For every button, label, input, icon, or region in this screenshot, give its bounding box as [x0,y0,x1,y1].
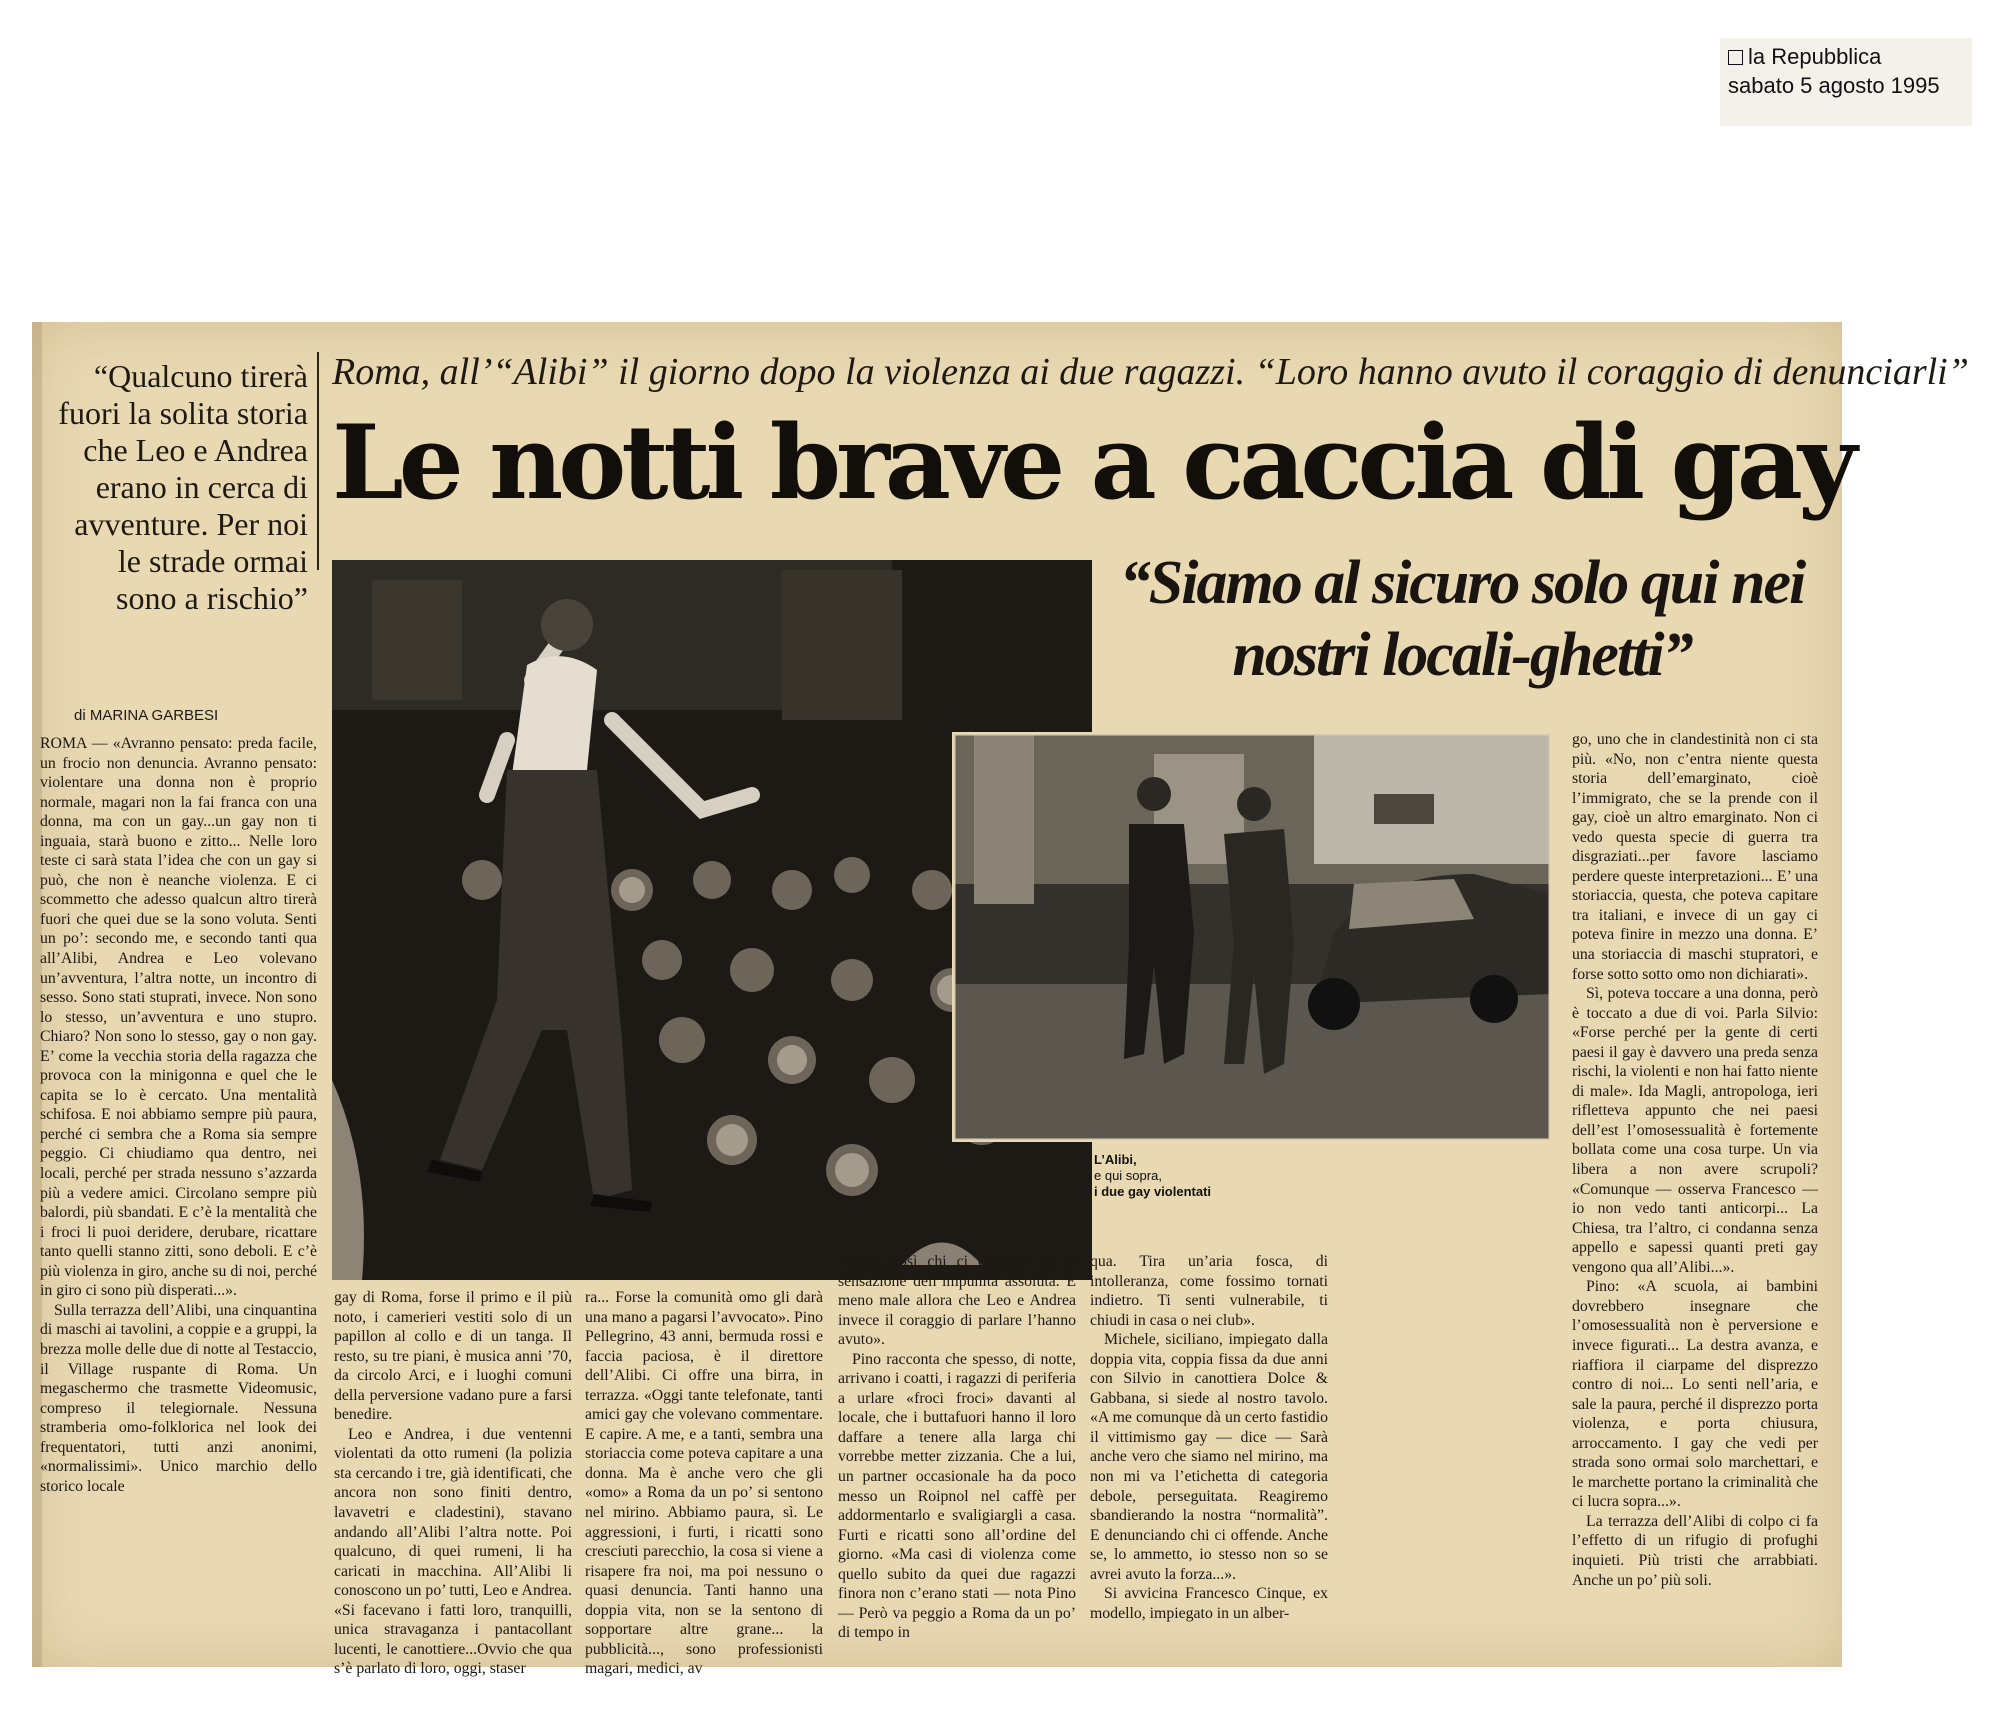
paragraph: go, uno che in clandestinità non ci sta più. «No, non c’entra niente questa storia dell’emarginato, cioè l’immigrato, che se la prende con il gay, cioè un altro emarginato. Non ci vedo questa specie di guerra tra disgraziati...per favore lasciamo perdere queste interpretazioni... E’ una storiaccia, questa, che poteva capitare tra italiani, e invece di un gay ci poteva finire in mezzo una donna. E’ una storiaccia di maschi stupratori, e forse sotto sotto omo non dichiarati». [1572,731,1818,983]
byline [74,707,218,724]
byline-author: MARINA GARBESI [89,707,219,724]
paragraph: Pino: «A scuola, ai bambini dovrebbero insegnare che l’omosessualità non è perversione e invece figurati... La destra avanza, e riaffiora il ciarpame del disprezzo contro di noi... Lo senti nell’aria, e sale la paura, perché il disprezzo porta violenza, e porta chiusura, arroccamento. I gay che vedi per strada sono ormai solo marchettari, e le marchette portano la criminalità che ci lucra sopra...». [1572,1278,1818,1511]
caption-line-2: e qui sopra, [1094,1168,1162,1183]
paragraph: Pino racconta che spesso, di notte, arrivano i coatti, i ragazzi di periferia a urlare «froci froci» davanti al locale, che i buttafuori hanno il loro daffare a tenere alla larga chi vorrebbe metter zizzania. Che a lui, un partner occasionale ha da poco messo un Roipnol nel caffè per addormentarlo e svaligiargli a casa. Furti e ricatti sono all’ordine del giorno. «Ma casi di violenza come quello subito da quei due ragazzi finora non c’erano stati — nota Pino — Però va peggio a Roma da un po’ di tempo in [838,1350,1076,1642]
paragraph: Leo e Andrea, i due ventenni violentati da otto rumeni (la polizia sta cercando i tre, già identificati, che ancora non sono finiti dentro, lavavetri e cladestini), stavano andando all’Alibi l’altra notte. Poi qualcuno, di quei rumeni, li ha caricati in macchina. All’Alibi li conoscono un po’ tutti, Leo e Andrea. «Si facevano i fatti loro, tranquilli, unica stravaganza i pantacollant lucenti, le canottiere...Ovvio che qua s’è parlato di loro, oggi, staser [334,1425,572,1678]
kicker-line: Roma, all’“Alibi” il giorno dopo la violenza ai due ragazzi. “Loro hanno avuto il coraggio di denunciarli” [332,351,1969,393]
article-column-1 [40,734,317,1496]
pull-quote: “Qualcuno tirerà fuori la solita storia che Leo e Andrea erano in cerca di avventure. Per noi le strade ormai sono a rischio” [58,358,308,616]
article-column-6 [1572,730,1818,1590]
paragraph: Sulla terrazza dell’Alibi, una cinquantina di maschi ai tavolini, a coppie e a gruppi, la brezza molle delle due di notte al Testaccio, il Village ruspante di Roma. Un megaschermo che trasmette Videomusic, compreso il telegiornale. Nessuna stramberia omo-folklorica nel look dei frequentatori, tutti anzi anonimi, «normalissimi». Unico marchio dello storico locale [40,1301,317,1495]
headline: Le notti brave a caccia di gay [332,403,1853,523]
caption-title: L’Alibi, [1094,1152,1137,1167]
paragraph: ra... Forse la comunità omo gli darà una mano a pagarsi l’avvocato». Pino Pellegrino, 43 anni, bermuda rossi e faccia paciosa, è il direttore dell’Alibi. Ci offre una birra, in terrazza. «Oggi tante telefonate, tanti amici gay che volevano commentare. E capire. A me, e a tanti, sembra una storiaccia come poteva capitare a una donna. Ma è anche vero che gli «omo» a Roma da un po’ si sentono nel mirino. Abbiamo paura, sì. Le aggressioni, i furti, i ricatti sono cresciuti parecchio, la cosa si viene a risapere fra noi, ma poi nessuno o quasi denuncia. Tanti hanno una doppia vita, non se la sentono di sopportare altre grane... la pubblicità..., sono professionisti magari, medici, av [585,1289,823,1678]
caption-line-3: i due gay violentati [1094,1184,1212,1199]
article-column-4 [838,1252,1076,1643]
newspaper-line [1728,42,1972,71]
photo-caption [1094,1152,1254,1200]
checkbox-glyph-icon [1728,50,1743,65]
publication-date: sabato 5 agosto 1995 [1728,73,1940,98]
paragraph: Sì, poteva toccare a una donna, però è toccato a due di voi. Parla Silvio: «Forse perché per la gente di certi paesi il gay è davvero una preda senza rischi, la violenti e non hai fatto niente di male». Ida Magli, antropologa, ieri rifletteva appunto che nei paesi dell’est l’omosessualità è fortemente bollata come una cosa turpe. Un via libera a non avere scrupoli? «Comunque — osserva Francesco — io non vedo tanti anticorpi... La Chiesa, tra l’altro, ci condanna senza appello e sapessi quanti preti gay vengono qua all’Alibi...». [1572,985,1818,1276]
article-column-2 [334,1288,572,1679]
divider-rule [317,352,319,570]
street-photo [952,732,1552,1142]
archive-label [1720,38,1972,126]
street-photo-image [954,734,1550,1140]
paragraph: qua. Tira un’aria fosca, di intolleranza, come fossimo tornati indietro. Ti senti vulnerabile, ti chiudi in casa o nei club». [1090,1253,1328,1329]
article-column-3 [585,1288,823,1679]
newspaper-name: la Repubblica [1748,44,1882,69]
paragraph: Michele, siciliano, impiegato dalla doppia vita, coppia fissa da due anni con Silvio in canottiera Dolce & Gabbana, si siede al nostro tavolo. «A me comunque dà un certo fastidio il vittimismo gay — dice — Sarà anche vero che siamo nel mirino, ma non mi va l’etichetta di categoria debole, perseguitata. Reagiremo sbandierando la nostra “normalità”. E denunciando chi ci offende. Anche se, lo ammetto, io stesso non so se avrei avuto la forza...». [1090,1331,1328,1583]
subheadline: “Siamo al sicuro solo qui nei nostri locali-ghetti” [1119,549,1805,689]
paragraph: ROMA — «Avranno pensato: preda facile, un frocio non denuncia. Avranno pensato: violentare una donna non è proprio normale, magari non la fai franca con una donna, ma con un gay...un gay non ti inguaia, starà buono e zitto... Nelle loro teste ci sarà stata l’idea che con un gay si può, che non è neanche violenza. E ci scommetto che adesso qualcun altro tirerà fuori che quei due se la sono voluta. Senti un po’: secondo me, e secondo tanti qua all’Alibi, Andrea e Leo volevano un’avventura, l’altra notte, un incontro di sesso. Sono stati stuprati, invece. Non sono lo stesso, un’avventura e uno stupro. Chiaro? Non sono lo stesso, gay o non gay. E’ come la vecchia storia della ragazza che provoca con la minigonna e quel che le capita se lo è cercato. Una mentalità schifosa. E noi abbiamo sempre più paura, perché ci sembra che a Roma sia sempre peggio. Ci chiudiamo qua dentro, nei locali, perché per strada nessuno s’azzarda più a vedere amici. Circolano sempre più balordi, più sbandati. E c’è la mentalità che i froci li puoi deridere, derubare, ricattare tanto quelli stanno zitti, sono deboli. E c’è più violenza in giro, anche su di noi, perché in giro ci sono più disperati...». [40,735,317,1300]
byline-prefix: di [74,707,86,724]
paragraph: vocati...Così chi ci colpisce ha la sensazione dell’impunità assoluta. E meno male allora che Leo e Andrea invece il coraggio di parlare l’hanno avuto». [838,1253,1076,1349]
paragraph: Si avvicina Francesco Cinque, ex modello, impiegato in un alber- [1090,1585,1328,1622]
newspaper-clipping [32,322,1969,1678]
paragraph: La terrazza dell’Alibi di colpo ci fa l’effetto di un rifugio di profughi inquieti. Più tristi che arrabbiati. Anche un po’ più soli. [1572,1512,1818,1589]
article-column-5 [1090,1252,1328,1623]
paragraph: gay di Roma, forse il primo e il più noto, i camerieri vestiti solo di un papillon al collo e di un tanga. Il resto, su tre piani, è musica anni ’70, da circolo Arci, e i luoghi comuni della perversione vadano pure a farsi benedire. [334,1289,572,1424]
